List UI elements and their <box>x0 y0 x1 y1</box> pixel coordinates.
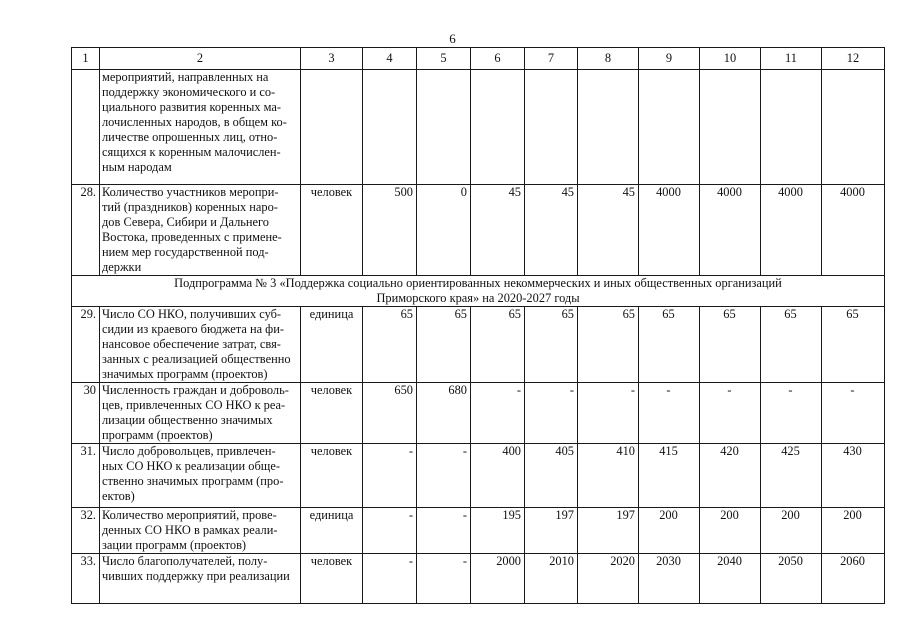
table-row <box>72 508 885 554</box>
indicator-name-line: лизации общественно значимых <box>102 413 273 427</box>
value-cell: 405 <box>525 444 578 508</box>
value-cell: 45 <box>471 185 525 276</box>
column-number-cell: 11 <box>761 48 822 70</box>
indicator-name-line: ным народам <box>102 160 172 174</box>
value-cell: - <box>700 383 761 444</box>
indicator-name-line: циального развития коренных ма- <box>102 100 282 114</box>
column-number-cell: 8 <box>578 48 639 70</box>
indicator-name-line: занных с реализацией общественно <box>102 352 291 366</box>
value-cell <box>700 70 761 185</box>
value-cell: - <box>417 508 471 554</box>
value-cell: 65 <box>525 307 578 383</box>
indicator-name <box>100 383 301 444</box>
column-number-cell: 5 <box>417 48 471 70</box>
unit-cell <box>301 70 363 185</box>
subprogram-title-line: Подпрограмма № 3 «Поддержка социально ориентированных некоммерческих и иных общественных организаций <box>174 276 782 290</box>
column-number-cell: 12 <box>822 48 885 70</box>
value-cell: 680 <box>417 383 471 444</box>
indicator-name-line: личестве опрошенных лиц, отно- <box>102 130 278 144</box>
unit-cell: человек <box>301 554 363 604</box>
value-cell: 45 <box>525 185 578 276</box>
indicator-name-line: чивших поддержку при реализации <box>102 569 290 583</box>
indicator-name-line: мероприятий, направленных на <box>102 70 269 84</box>
indicator-name <box>100 444 301 508</box>
value-cell: - <box>471 383 525 444</box>
table-row <box>72 185 885 276</box>
value-cell <box>417 70 471 185</box>
table-row <box>72 70 885 185</box>
value-cell: 65 <box>822 307 885 383</box>
indicator-name-line: ных СО НКО к реализации обще- <box>102 459 280 473</box>
indicator-name-line: значимых программ (проектов) <box>102 367 268 381</box>
value-cell: 0 <box>417 185 471 276</box>
value-cell: 65 <box>417 307 471 383</box>
value-cell: 45 <box>578 185 639 276</box>
value-cell: 410 <box>578 444 639 508</box>
indicator-name-line: нансовое обеспечение затрат, свя- <box>102 337 281 351</box>
value-cell <box>578 70 639 185</box>
column-number-cell: 10 <box>700 48 761 70</box>
value-cell: - <box>525 383 578 444</box>
indicator-name-line: Количество мероприятий, прове- <box>102 508 277 522</box>
value-cell: - <box>417 554 471 604</box>
value-cell: - <box>578 383 639 444</box>
value-cell: 650 <box>363 383 417 444</box>
indicator-name-line: программ (проектов) <box>102 428 213 442</box>
value-cell: 4000 <box>822 185 885 276</box>
indicator-name-line: Востока, проведенных с примене- <box>102 230 282 244</box>
value-cell: 65 <box>639 307 700 383</box>
subprogram-title <box>72 276 885 307</box>
value-cell: - <box>639 383 700 444</box>
row-number: 33. <box>72 554 100 604</box>
row-number: 32. <box>72 508 100 554</box>
value-cell: 2000 <box>471 554 525 604</box>
column-number-cell: 9 <box>639 48 700 70</box>
indicator-name-line: Количество участников меропри- <box>102 185 279 199</box>
column-number-row <box>72 48 885 70</box>
value-cell: - <box>363 554 417 604</box>
value-cell: - <box>363 508 417 554</box>
subprogram-title-line: Приморского края» на 2020-2027 годы <box>376 291 580 305</box>
value-cell: 415 <box>639 444 700 508</box>
value-cell: 500 <box>363 185 417 276</box>
unit-cell: единица <box>301 307 363 383</box>
value-cell: 2030 <box>639 554 700 604</box>
indicator-name-line: сящихся к коренным малочислен- <box>102 145 281 159</box>
value-cell: 197 <box>525 508 578 554</box>
indicator-name <box>100 307 301 383</box>
row-number: 29. <box>72 307 100 383</box>
unit-cell: человек <box>301 383 363 444</box>
row-number: 31. <box>72 444 100 508</box>
unit-cell: единица <box>301 508 363 554</box>
value-cell: 65 <box>471 307 525 383</box>
value-cell: - <box>822 383 885 444</box>
indicator-name-line: цев, привлеченных СО НКО к реа- <box>102 398 286 412</box>
row-number: 28. <box>72 185 100 276</box>
value-cell: 2020 <box>578 554 639 604</box>
column-number-cell: 1 <box>72 48 100 70</box>
value-cell: 2040 <box>700 554 761 604</box>
column-number-cell: 7 <box>525 48 578 70</box>
table-row <box>72 554 885 604</box>
indicator-name-line: лочисленных народов, в общем ко- <box>102 115 287 129</box>
value-cell <box>639 70 700 185</box>
unit-cell: человек <box>301 185 363 276</box>
indicator-name-line: денных СО НКО в рамках реали- <box>102 523 278 537</box>
value-cell: 4000 <box>639 185 700 276</box>
indicators-table <box>71 47 885 604</box>
indicator-name-line: Число добровольцев, привлечен- <box>102 444 276 458</box>
value-cell: 65 <box>700 307 761 383</box>
value-cell: - <box>363 444 417 508</box>
value-cell: - <box>417 444 471 508</box>
indicator-name <box>100 508 301 554</box>
indicator-name-line: Число СО НКО, получивших суб- <box>102 307 282 321</box>
page-number: 6 <box>449 31 456 46</box>
value-cell: 65 <box>363 307 417 383</box>
indicator-name-line: зации программ (проектов) <box>102 538 247 552</box>
subprogram-row <box>72 276 885 307</box>
indicator-name <box>100 185 301 276</box>
value-cell: 200 <box>761 508 822 554</box>
value-cell <box>525 70 578 185</box>
indicator-name-line: сидии из краевого бюджета на фи- <box>102 322 284 336</box>
column-number-cell: 4 <box>363 48 417 70</box>
value-cell <box>363 70 417 185</box>
indicator-name-line: Число благополучателей, полу- <box>102 554 268 568</box>
unit-cell: человек <box>301 444 363 508</box>
value-cell: 200 <box>822 508 885 554</box>
value-cell: 195 <box>471 508 525 554</box>
value-cell: - <box>761 383 822 444</box>
value-cell: 425 <box>761 444 822 508</box>
indicator-name <box>100 554 301 604</box>
column-number-cell: 2 <box>100 48 301 70</box>
row-number <box>72 70 100 185</box>
indicator-name <box>100 70 301 185</box>
value-cell: 400 <box>471 444 525 508</box>
value-cell: 4000 <box>761 185 822 276</box>
row-number: 30 <box>72 383 100 444</box>
indicator-name-line: нием мер государственной под- <box>102 245 269 259</box>
value-cell: 197 <box>578 508 639 554</box>
indicator-name-line: тий (праздников) коренных наро- <box>102 200 278 214</box>
value-cell: 2050 <box>761 554 822 604</box>
value-cell <box>822 70 885 185</box>
table-body <box>72 48 885 604</box>
indicator-name-line: ектов) <box>102 489 135 503</box>
column-number-cell: 6 <box>471 48 525 70</box>
value-cell: 420 <box>700 444 761 508</box>
indicator-name-line: Численность граждан и доброволь- <box>102 383 289 397</box>
value-cell: 2010 <box>525 554 578 604</box>
value-cell: 4000 <box>700 185 761 276</box>
value-cell: 65 <box>761 307 822 383</box>
column-number-cell: 3 <box>301 48 363 70</box>
value-cell: 200 <box>639 508 700 554</box>
indicator-name-line: поддержку экономического и со- <box>102 85 276 99</box>
indicator-name-line: держки <box>102 260 142 274</box>
value-cell: 430 <box>822 444 885 508</box>
value-cell <box>471 70 525 185</box>
indicator-name-line: дов Севера, Сибири и Дальнего <box>102 215 270 229</box>
table-row <box>72 307 885 383</box>
value-cell: 200 <box>700 508 761 554</box>
indicator-name-line: ственно значимых программ (про- <box>102 474 284 488</box>
value-cell <box>761 70 822 185</box>
table-row <box>72 444 885 508</box>
value-cell: 65 <box>578 307 639 383</box>
value-cell: 2060 <box>822 554 885 604</box>
table-row <box>72 383 885 444</box>
